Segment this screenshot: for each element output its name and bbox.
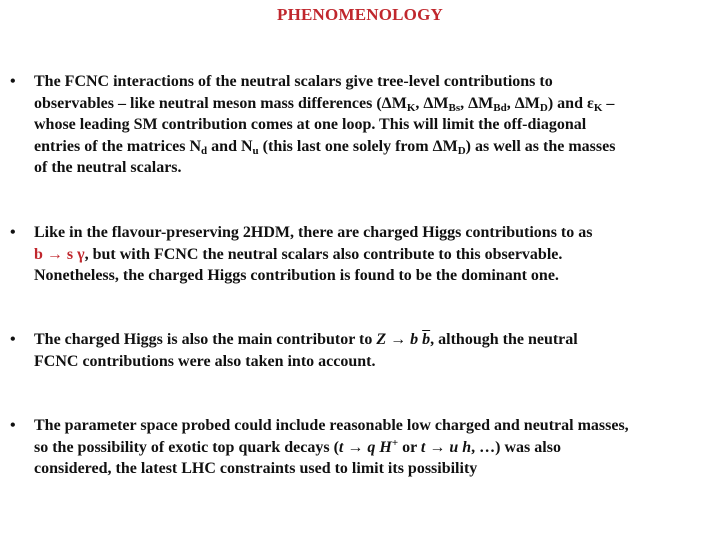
text-line: observables – like neutral meson mass differences ($\Delta M_K$, $\Delta M_{Bs}$, $\Delta M_{Bd}$, $\Delta M_D$) and $\varepsilon_K$ – — [34, 94, 615, 114]
text-line: of the neutral scalars. — [34, 159, 182, 176]
text-line: Like in the flavour-preserving 2HDM, there are charged Higgs contributions to as — [34, 224, 593, 241]
bullet-marker: • — [10, 331, 16, 348]
text-line: so the possibility of exotic top quark decays (t → q H+ or t → u h, …) was also — [34, 436, 561, 456]
text-line: b → s γ, but with FCNC the neutral scalars also contribute to this observable. — [34, 245, 563, 263]
text-line: The parameter space probed could include reasonable low charged and neutral masses, — [34, 417, 629, 434]
bullet-text — [34, 415, 710, 480]
bullet-text — [34, 71, 710, 179]
slide-title: PHENOMENOLOGY — [277, 5, 443, 24]
process-b-to-s-gamma: b → s γ — [34, 245, 85, 263]
bullet-text — [34, 329, 710, 372]
text-line: FCNC contributions were also taken into account. — [34, 352, 376, 370]
bullet-marker: • — [10, 417, 16, 434]
bullet-text — [34, 222, 710, 287]
text-line: considered, the latest LHC constraints used to limit its possibility — [34, 460, 478, 477]
text-line: The FCNC interactions of the neutral scalars give tree-level contributions to — [34, 73, 553, 90]
text-line: Nonetheless, the charged Higgs contribution is found to be the dominant one. — [34, 267, 559, 284]
bullet-marker: • — [10, 224, 16, 241]
bullet-marker: • — [10, 73, 16, 90]
text-line: The charged Higgs is also the main contributor to Z → b $\overline{b}$, although the neutral — [34, 331, 578, 348]
text-line: whose leading SM contribution comes at one loop. This will limit the off-diagonal — [34, 116, 587, 133]
text-line: entries of the matrices $N_d$ and $N_u$ (this last one solely from $\Delta M_D$) as well as the masses — [34, 137, 616, 157]
